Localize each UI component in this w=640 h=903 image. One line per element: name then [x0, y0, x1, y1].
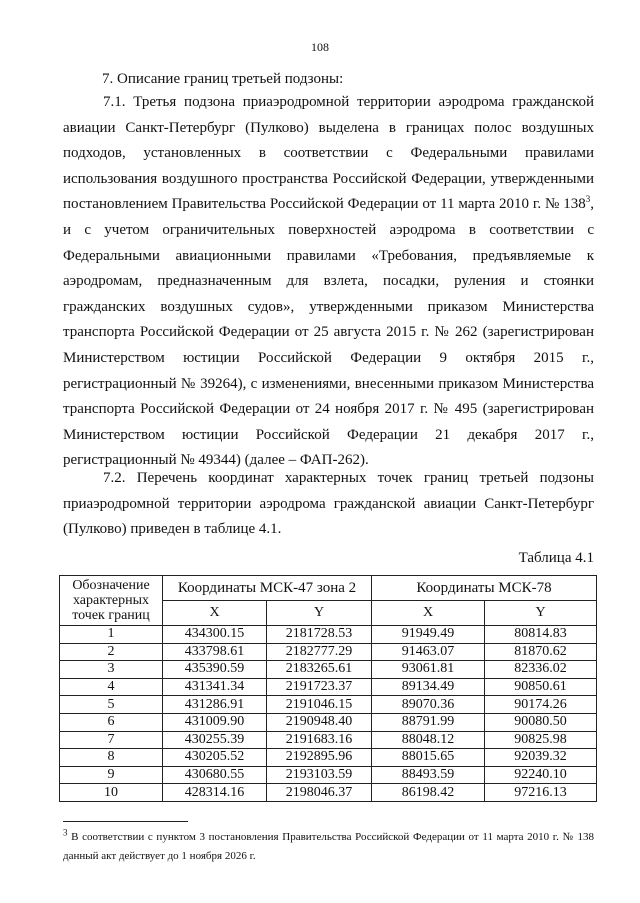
table-cell-x47: 431009.90 — [163, 713, 267, 731]
table-cell-y78: 92039.32 — [485, 749, 597, 767]
table-cell-x78: 89070.36 — [372, 696, 485, 714]
table-cell-y47: 2192895.96 — [267, 749, 372, 767]
msk78-x-header: X — [372, 601, 485, 626]
msk78-header: Координаты МСК-78 — [372, 576, 597, 601]
table-row — [60, 784, 597, 802]
page-number: 108 — [311, 40, 329, 54]
table-cell-x47: 435390.59 — [163, 661, 267, 679]
footnote — [63, 828, 594, 866]
section-heading: 7. Описание границ третьей подзоны: — [102, 71, 344, 87]
table-cell-y78: 82336.02 — [485, 661, 597, 679]
table-cell-x78: 88493.59 — [372, 766, 485, 784]
table-cell-x78: 91949.49 — [372, 626, 485, 644]
table-cell-n: 2 — [60, 643, 163, 661]
table-cell-x78: 89134.49 — [372, 678, 485, 696]
table-row — [60, 626, 597, 644]
table-row — [60, 731, 597, 749]
table-cell-x47: 431341.34 — [163, 678, 267, 696]
table-cell-x47: 430680.55 — [163, 766, 267, 784]
coordinates-table — [59, 575, 597, 802]
table-cell-y47: 2191683.16 — [267, 731, 372, 749]
paragraph-7-1 — [63, 90, 594, 474]
table-cell-y78: 81870.62 — [485, 643, 597, 661]
table-cell-y47: 2198046.37 — [267, 784, 372, 802]
table-cell-n: 10 — [60, 784, 163, 802]
table-cell-x78: 91463.07 — [372, 643, 485, 661]
table-cell-y78: 90850.61 — [485, 678, 597, 696]
msk47-y-header: Y — [267, 601, 372, 626]
table-cell-x78: 88015.65 — [372, 749, 485, 767]
table-cell-y78: 90174.26 — [485, 696, 597, 714]
paragraph-7-2: 7.2. Перечень координат характерных точек границ третьей подзоны приаэродромной территории аэродрома гражданской авиации Санкт-Петербург (Пулково) приведен в таблице 4.1. — [63, 470, 594, 538]
footnote-mark: 3 — [63, 827, 68, 838]
table-cell-x78: 93061.81 — [372, 661, 485, 679]
table-row — [60, 661, 597, 679]
table-row — [60, 713, 597, 731]
table-cell-x47: 433798.61 — [163, 643, 267, 661]
table-cell-y47: 2193103.59 — [267, 766, 372, 784]
footnote-text: В соответствии с пунктом 3 постановления Правительства Российской Федерации от 11 марта 2010 г. № 138 данный акт действует до 1 ноября 2026 г. — [63, 831, 594, 862]
table-row — [60, 696, 597, 714]
table-cell-y78: 90825.98 — [485, 731, 597, 749]
table-cell-x47: 430205.52 — [163, 749, 267, 767]
paragraph-7-1-text-b: , и с учетом ограничительных поверхностей аэродрома в соответствии с Федеральными авиационными правилами «Требования, предъявляемые к аэродромам, предназначенным для взлета, посадки, руления и стоянки гражданских воздушных судов», утвержденными приказом Министерства транспорта Российской Федерации от 25 августа 2015 г. № 262 (зарегистрирован Министерством юстиции Российской Федерации 9 октября 2015 г., регистрационный № 39264), с изменениями, внесенными приказом Министерства транспорта Российской Федерации от 24 ноября 2017 г. № 495 (зарегистрирован Министерством юстиции Российской Федерации 21 декабря 2017 г., регистрационный № 49344) (далее – ФАП-262). — [63, 196, 594, 469]
table-cell-n: 9 — [60, 766, 163, 784]
table-cell-y78: 80814.83 — [485, 626, 597, 644]
table-cell-n: 8 — [60, 749, 163, 767]
table-cell-n: 6 — [60, 713, 163, 731]
msk47-x-header: X — [163, 601, 267, 626]
table-row — [60, 766, 597, 784]
table-cell-x47: 430255.39 — [163, 731, 267, 749]
msk47-header: Координаты МСК-47 зона 2 — [163, 576, 372, 601]
table-body — [60, 626, 597, 802]
table-cell-y47: 2191046.15 — [267, 696, 372, 714]
table-row — [60, 643, 597, 661]
table-cell-x78: 88791.99 — [372, 713, 485, 731]
table-row — [60, 749, 597, 767]
table-header-row — [60, 576, 597, 601]
table-cell-n: 1 — [60, 626, 163, 644]
table-cell-x78: 86198.42 — [372, 784, 485, 802]
msk78-y-header: Y — [485, 601, 597, 626]
table-cell-x47: 434300.15 — [163, 626, 267, 644]
table-cell-x47: 431286.91 — [163, 696, 267, 714]
table-cell-n: 7 — [60, 731, 163, 749]
table-cell-n: 5 — [60, 696, 163, 714]
table-cell-y47: 2190948.40 — [267, 713, 372, 731]
table-cell-y78: 92240.10 — [485, 766, 597, 784]
table-caption: Таблица 4.1 — [518, 550, 594, 566]
table-cell-y47: 2181728.53 — [267, 626, 372, 644]
footnote-reference: 3 — [585, 194, 591, 205]
table-cell-y78: 97216.13 — [485, 784, 597, 802]
table-cell-x78: 88048.12 — [372, 731, 485, 749]
footnote-divider — [63, 821, 188, 822]
table-cell-y47: 2183265.61 — [267, 661, 372, 679]
table-cell-y47: 2191723.37 — [267, 678, 372, 696]
table-row — [60, 678, 597, 696]
table-cell-y47: 2182777.29 — [267, 643, 372, 661]
table-cell-n: 4 — [60, 678, 163, 696]
table-cell-y78: 90080.50 — [485, 713, 597, 731]
table-cell-n: 3 — [60, 661, 163, 679]
table-cell-x47: 428314.16 — [163, 784, 267, 802]
paragraph-7-1-text-a: 7.1. Третья подзона приаэродромной территории аэродрома гражданской авиации Санкт-Петербург (Пулково) выделена в границах полос воздушных подходов, установленных в соответствии с Федеральными правилами использования воздушного пространства Российской Федерации, утвержденными постановлением Правительства Российской Федерации от 11 марта 2010 г. № 138 — [63, 94, 594, 213]
point-header: Обозначение характерных точек границ — [60, 576, 163, 626]
